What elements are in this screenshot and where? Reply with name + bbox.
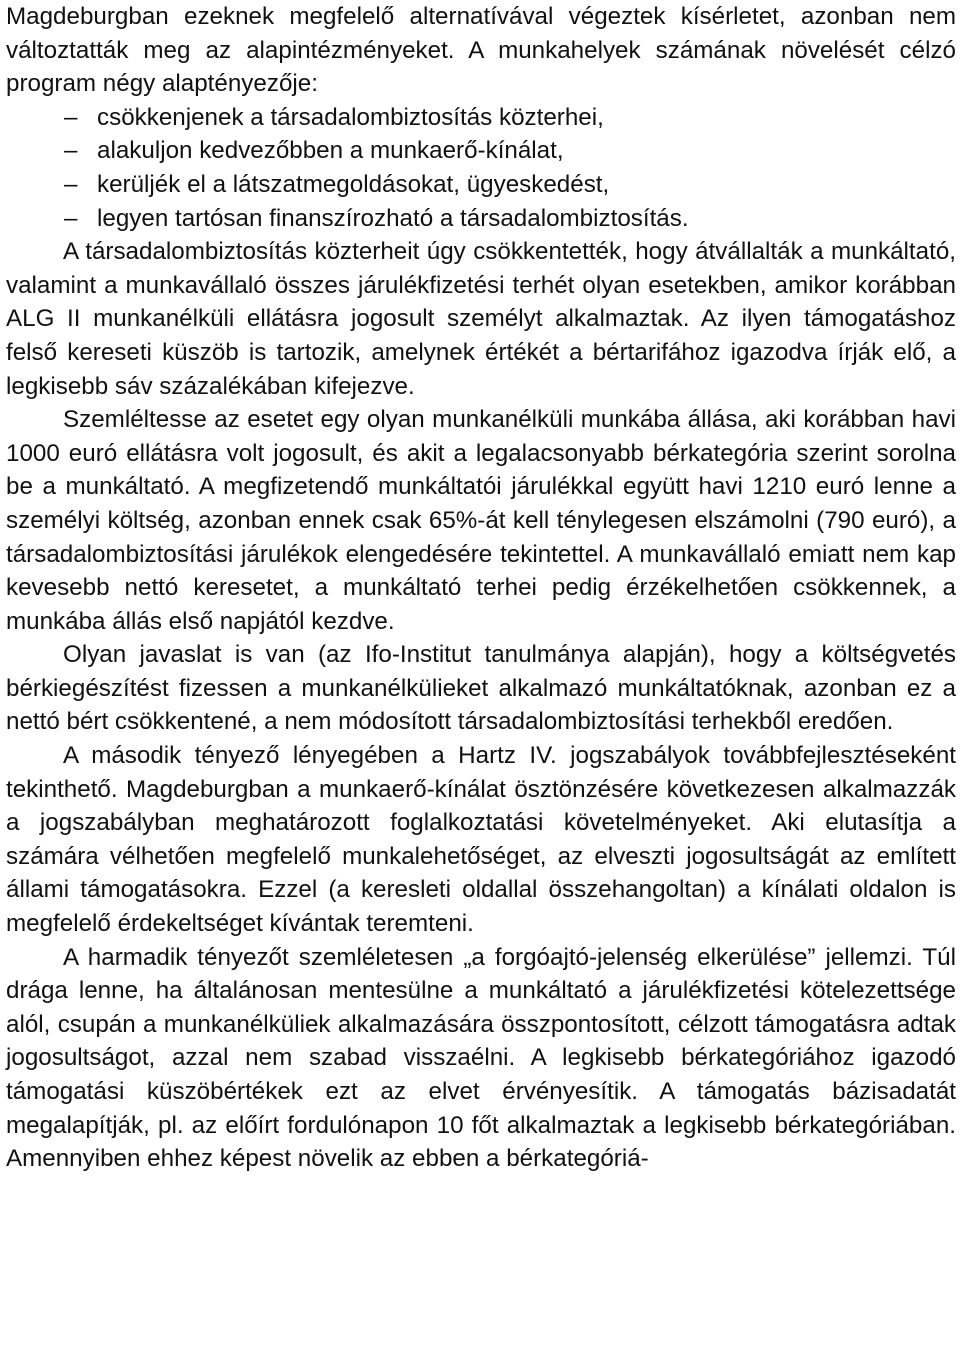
list-item-text: legyen tartósan finanszírozható a társadalombiztosítás. xyxy=(97,204,689,232)
list-dash: – xyxy=(64,170,78,198)
paragraph-contribution-relief: A társadalombiztosítás közterheit úgy csökkentették, hogy átvállalták a munkáltató, valamint a munkavállaló összes járulékfizetési terhét olyan esetekben, amikor korábban ALG II munkanélküli ellátásra jogosult személyt alkalmaztak. Az ilyen támogatáshoz felső kereseti küszöb is tartozik, amelynek értékét a bértarifához igazodva írják elő, a legkisebb sáv százalékában kifejezve. xyxy=(6,238,956,400)
paragraph-second-factor: A második tényező lényegében a Hartz IV. jogszabályok továbbfejlesztéseként tekinthető. Magdeburgban a munkaerő-kínálat ösztönzésére következesen alkalmazzák a jogszabályban meghatározott foglalkoztatási követelményeket. Aki elutasítja a számára vélhetően megfelelő munkalehetőséget, az elveszti jogosultságát az említett állami támogatásokra. Ezzel (a keresleti oldallal összehangoltan) a kínálati oldalon is megfelelő érdekeltséget kívántak teremteni. xyxy=(6,742,956,938)
list-item-text: alakuljon kedvezőbben a munkaerő-kínálat, xyxy=(97,137,564,165)
list-item xyxy=(64,101,956,135)
paragraph-third-factor: A harmadik tényezőt szemléletesen „a forgóajtó-jelenség elkerülése” jellemzi. Túl drága lenne, ha általánosan mentesülne a munkáltató a járulékfizetési kötelezettsége alól, csupán a munkanélküliek alkalmazására összpontosított, célzott támogatásra adtak jogosultságot, azzal nem szabad visszaélni. A legkisebb bérkategóriához igazodó támogatási küszöbértékek ezt az elvet érvényesítik. A támogatás bázisadatát megalapítják, pl. az előírt fordulónapon 10 főt alkalmaztak a legkisebb bérkategóriában. Amennyiben ehhez képest növelik az ebben a bérkategóriá- xyxy=(6,943,956,1173)
list-dash: – xyxy=(64,103,78,131)
factor-list xyxy=(6,101,956,235)
list-item xyxy=(64,202,956,236)
list-item-text: csökkenjenek a társadalombiztosítás közterhei, xyxy=(97,103,604,131)
list-dash: – xyxy=(64,204,78,232)
list-item-text: kerüljék el a látszatmegoldásokat, ügyeskedést, xyxy=(97,170,610,198)
list-item xyxy=(64,168,956,202)
paragraph-example: Szemléltesse az esetet egy olyan munkanélküli munkába állása, aki korábban havi 1000 euró ellátásra volt jogosult, és akit a legalacsonyabb bérkategória szerint sorolna be a munkáltató. A megfizetendő munkáltatói járulékkal együtt havi 1210 euró lenne a személyi költség, azonban ennek csak 65%-át kell ténylegesen elszámolni (790 euró), a társadalombiztosítási járulékok elengedésére tekintettel. A munkavállaló emiatt nem kap kevesebb nettó keresetet, a munkáltató terhei pedig érzékelhetően csökkennek, a munkába állás első napjától kezdve. xyxy=(6,406,956,635)
list-item xyxy=(64,134,956,168)
intro-paragraph: Magdeburgban ezeknek megfelelő alternatívával végeztek kísérletet, azonban nem változtatták meg az alapintézményeket. A munkahelyek számának növelését célzó program négy alaptényezője: xyxy=(6,3,956,98)
paragraph-ifo-proposal: Olyan javaslat is van (az Ifo-Institut tanulmánya alapján), hogy a költségvetés bérkiegészítést fizessen a munkanélkülieket alkalmazó munkáltatóknak, azonban ez a nettó bért csökkentené, a nem módosított társadalombiztosítási terhekből eredően. xyxy=(6,641,956,736)
list-dash: – xyxy=(64,137,78,165)
